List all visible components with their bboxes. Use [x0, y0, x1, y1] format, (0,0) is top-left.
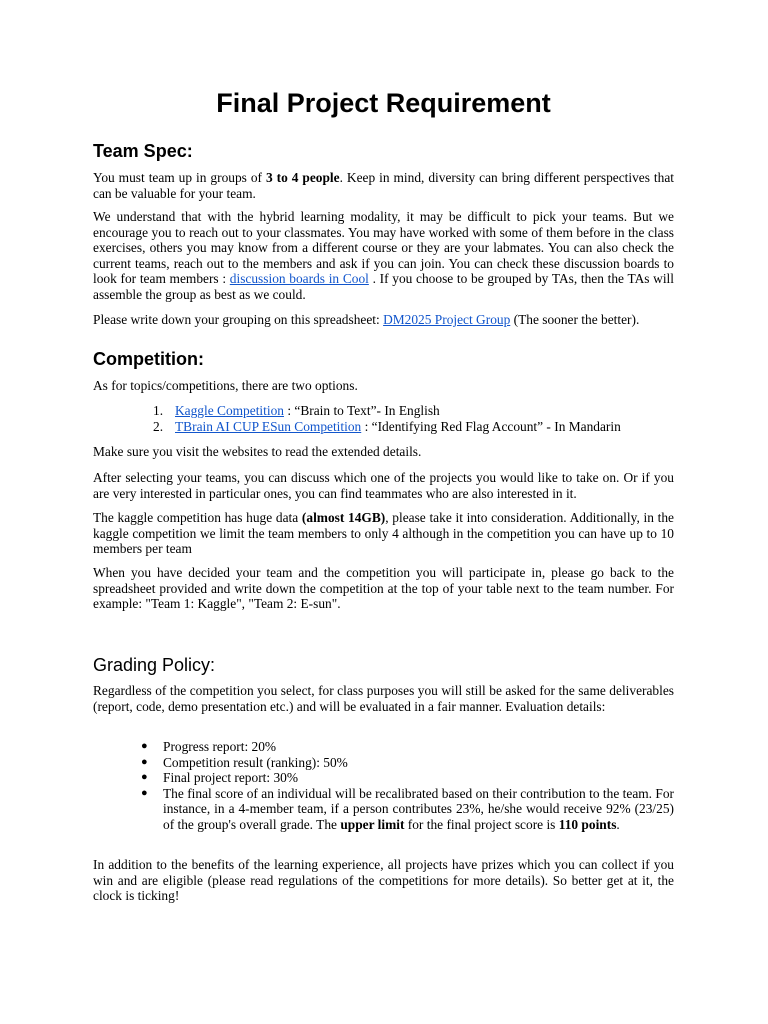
grading-intro-paragraph: Regardless of the competition you select, for class purposes you will still be asked for the same deliverables (report, code, demo presentation etc.) and will be evaluated in a fair manner. Evaluation details:: [93, 683, 674, 714]
discussion-boards-link[interactable]: discussion boards in Cool: [229, 271, 369, 286]
list-item: ● Final project report: 30%: [141, 770, 298, 785]
selection-paragraph: After selecting your teams, you can discuss which one of the projects you would like to take on. Or if you are very interested in particular ones, you can find teammates who are also interested in it.: [93, 470, 674, 501]
tbrain-competition-link[interactable]: TBrain AI CUP ESun Competition: [175, 418, 362, 434]
list-item: 2. TBrain AI CUP ESun Competition : “Identifying Red Flag Account” - In Mandarin: [153, 418, 621, 434]
kaggle-data-paragraph: The kaggle competition has huge data (almost 14GB), please take it into consideration. Additionally, in the kaggle competition we limit the team members to only 4 although in the competition you can have up to 10 members per team: [93, 510, 674, 556]
competition-options-list: [93, 403, 621, 434]
competition-heading: Competition:: [93, 349, 204, 369]
grading-policy-heading: Grading Policy:: [93, 655, 216, 675]
visit-websites-paragraph: Make sure you visit the websites to read the extended details.: [93, 444, 422, 459]
team-size-paragraph: You must team up in groups of 3 to 4 people. Keep in mind, diversity can bring different perspectives that can be valuable for your team.: [93, 170, 674, 201]
page-title: Final Project Requirement: [216, 88, 551, 118]
project-group-spreadsheet-link[interactable]: DM2025 Project Group: [383, 312, 511, 327]
grouping-spreadsheet-paragraph: Please write down your grouping on this spreadsheet: DM2025 Project Group (The sooner the better).: [93, 312, 640, 327]
kaggle-competition-link[interactable]: Kaggle Competition: [175, 403, 284, 418]
bullet-icon: ●: [141, 786, 148, 799]
list-item: ● Progress report: 20%: [141, 739, 277, 754]
grading-bullets: [93, 739, 674, 832]
decided-team-paragraph: When you have decided your team and the competition you will participate in, please go back to the spreadsheet provided and write down the competition at the top of your table next to the team number. For example: "Team 1: Kaggle", "Team 2: E-sun".: [93, 565, 674, 611]
team-spec-heading: Team Spec:: [93, 141, 193, 161]
closing-paragraph: In addition to the benefits of the learning experience, all projects have prizes which you can collect if you win and are eligible (please read regulations of the competitions for more details). So better get at it, the clock is ticking!: [93, 857, 674, 903]
competition-intro: As for topics/competitions, there are two options.: [93, 378, 358, 393]
bullet-icon: ●: [141, 771, 148, 783]
team-size-bold: 3 to 4 people: [265, 170, 340, 185]
team-finding-paragraph: We understand that with the hybrid learning modality, it may be difficult to pick your teams. But we encourage you to reach out to your classmates. You may have worked with some of them before in the class exercises, others you may know from a different course or they are your labmates. You can also check the current teams, reach out to the members and ask if you can join. You can check these discussion boards to look for team members : discussion boards in Cool . If you choose to be grouped by TAs, then the TAs will assemble the group as best as we could.: [93, 209, 674, 302]
bullet-icon: ●: [141, 740, 148, 752]
bullet-icon: ●: [141, 755, 148, 768]
list-item: ● The final score of an individual will be recalibrated based on their contribution to the team. For instance, in a 4-member team, if a person contributes 23%, he/she would receive 92% (23/25) of the group's overall grade. The upper limit for the final project score is 110 points.: [141, 785, 674, 832]
list-item: ● Competition result (ranking): 50%: [141, 754, 348, 770]
list-item: 1. Kaggle Competition : “Brain to Text”- In English: [153, 403, 440, 418]
